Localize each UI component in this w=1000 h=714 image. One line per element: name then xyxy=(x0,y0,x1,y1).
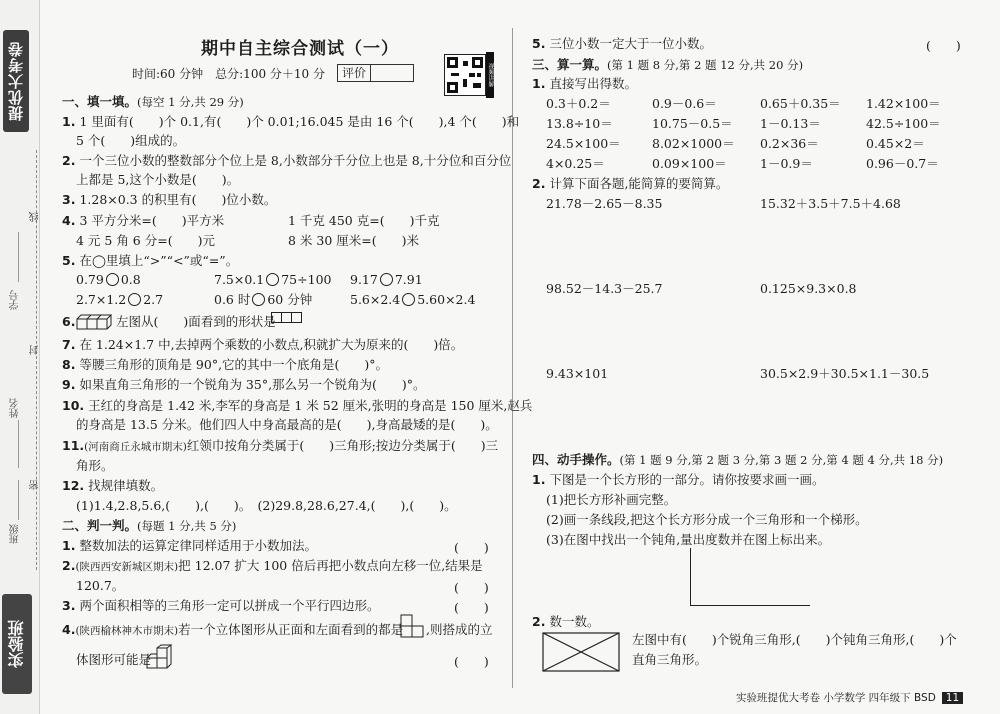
partial-rectangle-figure[interactable] xyxy=(690,548,810,606)
fill-q2-line-a: 一个三位小数的整数部分个位上是 8,小数部分千分位上也是 8,十分位和百分位 xyxy=(79,153,512,168)
judge-q5: 5. 三位小数一定大于一位小数。 xyxy=(532,36,712,51)
compare-circle[interactable] xyxy=(252,293,265,306)
oral-problem: 1.42×100＝ xyxy=(866,96,941,111)
fill-q1-line-a: 1 里面有( )个 0.1,有( )个 0.01;16.045 是由 16 个( ),4 个( )和 xyxy=(79,114,520,129)
judge-q4-line-a-end: ,则搭成的立 xyxy=(426,622,493,637)
exam-time: 时间:60 分钟 xyxy=(132,66,204,81)
judge-q1: 1. 整数加法的运算定律同样适用于小数加法。 xyxy=(62,538,317,553)
oral-problem: 0.3＋0.2＝ xyxy=(546,96,611,111)
fill-q11-line-b: 角形。 xyxy=(76,458,114,473)
fill-q3: 3. 1.28×0.3 的积里有( )位小数。 xyxy=(62,192,277,207)
fill-q9: 9. 如果直角三角形的一个锐角为 35°,那么另一个锐角为( )°。 xyxy=(62,377,426,392)
oral-problem: 0.09×100＝ xyxy=(652,156,727,171)
fill-q10: 10. 王红的身高是 1.42 米,李军的身高是 1 米 52 厘米,张明的身高是 150 厘米,赵兵 xyxy=(62,398,533,413)
judge-q3: 3. 两个面积相等的三角形一定可以拼成一个平行四边形。 xyxy=(62,598,380,613)
fill-q11-source: (河南商丘永城市期末) xyxy=(84,441,187,453)
fill-q7-text: 在 1.24×1.7 中,去掉两个乘数的小数点,积就扩大为原来的( )倍。 xyxy=(79,337,464,352)
stacked-cubes-icon xyxy=(146,644,178,670)
fill-q11-line-a: 红领巾按角分类属于( )三角形;按边分类属于( )三 xyxy=(186,438,499,453)
judge-q2-line-a: 把 12.07 扩大 100 倍后再把小数点向左移一位,结果是 xyxy=(178,558,483,573)
judge-q5-text: 三位小数一定大于一位小数。 xyxy=(549,36,712,51)
oral-problem: 8.02×1000＝ xyxy=(652,136,735,151)
section-4-title: 四、动手操作。 xyxy=(532,452,620,467)
judge-q2-answer[interactable]: ( ) xyxy=(454,580,489,595)
op-q2-line-b: 直角三角形。 xyxy=(632,652,708,667)
evaluation-label: 评价 xyxy=(338,65,371,81)
calc-problem: 21.78－2.65－8.35 xyxy=(546,196,663,211)
calc-q1-text: 直接写出得数。 xyxy=(549,76,637,91)
calc-q1: 1. 直接写出得数。 xyxy=(532,76,637,91)
fill-q5-text: 在◯里填上“>”“<”或“=”。 xyxy=(79,253,239,268)
judge-q1-text: 整数加法的运算定律同样适用于小数加法。 xyxy=(79,538,317,553)
page-footer xyxy=(736,690,963,705)
fill-q12-text: 找规律填数。 xyxy=(88,478,164,493)
section-4-note: (第 1 题 9 分,第 2 题 3 分,第 3 题 2 分,第 4 题 4 分,共 18 分) xyxy=(619,453,944,467)
op-q2-text: 数一数。 xyxy=(549,614,600,629)
op-q1-step-1: (1)把长方形补画完整。 xyxy=(546,492,677,507)
calc-problem: 98.52－14.3－25.7 xyxy=(546,281,663,296)
fill-q9-text: 如果直角三角形的一个锐角为 35°,那么另一个锐角为( )°。 xyxy=(79,377,426,392)
op-q1-text: 下图是一个长方形的一部分。请你按要求画一画。 xyxy=(549,472,825,487)
section-3-heading xyxy=(532,57,803,73)
section-4-heading xyxy=(532,452,943,468)
compare-circle[interactable] xyxy=(402,293,415,306)
judge-q4-source: (陕西榆林神木市期末) xyxy=(75,625,179,637)
evaluation-box xyxy=(337,64,414,82)
fill-q5: 5. 在◯里填上“>”“<”或“=”。 xyxy=(62,253,239,268)
fill-q2: 2. 一个三位小数的整数部分个位上是 8,小数部分千分位上也是 8,十分位和百分位 xyxy=(62,153,512,168)
fill-q10-line-b: 的身高是 13.5 分米。他们四人中身高最高的是( ),身高最矮的是( )。 xyxy=(76,417,498,432)
series-logo-top: 提优大考卷 xyxy=(3,30,29,132)
compare-circle[interactable] xyxy=(128,293,141,306)
class-field xyxy=(18,480,19,520)
judge-q3-text: 两个面积相等的三角形一定可以拼成一个平行四边形。 xyxy=(79,598,380,613)
compare-item: 7.5×0.1 75÷100 xyxy=(214,272,332,287)
op-q1: 1. 下图是一个长方形的一部分。请你按要求画一画。 xyxy=(532,472,825,487)
student-id-field xyxy=(18,232,19,282)
judge-q4: 4.(陕西榆林神木市期末)若一个立体图形从正面和左面看到的都是 xyxy=(62,622,404,637)
seal-label-mi: 密 xyxy=(30,480,41,490)
oral-problem: 0.2×36＝ xyxy=(760,136,819,151)
student-id-label: 学号 xyxy=(10,290,21,310)
name-label: 姓名 xyxy=(10,398,21,418)
op-q2: 2. 数一数。 xyxy=(532,614,600,629)
compare-item: 5.6×2.4 5.60×2.4 xyxy=(350,292,476,307)
binding-strip xyxy=(0,0,40,714)
oral-problem: 1－0.13＝ xyxy=(760,116,821,131)
op-q1-step-2: (2)画一条线段,把这个长方形分成一个三角形和一个梯形。 xyxy=(546,512,868,527)
evaluation-field[interactable] xyxy=(371,65,413,81)
compare-item: 9.17 7.91 xyxy=(350,272,423,287)
judge-q2-source: (陕西西安新城区期末) xyxy=(75,561,179,573)
fill-q7: 7. 在 1.24×1.7 中,去掉两个乘数的小数点,积就扩大为原来的( )倍。 xyxy=(62,337,464,352)
judge-q2-line-b: 120.7。 xyxy=(76,578,125,593)
judge-q3-answer[interactable]: ( ) xyxy=(454,600,489,615)
section-1-title: 一、填一填。 xyxy=(62,94,138,109)
oral-problem: 4×0.25＝ xyxy=(546,156,605,171)
op-q1-step-3: (3)在图中找出一个钝角,量出度数并在图上标出来。 xyxy=(546,532,831,547)
section-3-title: 三、算一算。 xyxy=(532,57,608,72)
section-2-title: 二、判一判。 xyxy=(62,518,138,533)
fill-q4: 4. 3 平方分米=( )平方米 xyxy=(62,213,225,228)
judge-q4-answer[interactable]: ( ) xyxy=(454,654,489,669)
op-q2-line-a: 左图中有( )个锐角三角形,( )个钝角三角形,( )个 xyxy=(632,632,957,647)
calc-problem: 9.43×101 xyxy=(546,366,609,381)
section-3-note: (第 1 题 8 分,第 2 题 12 分,共 20 分) xyxy=(607,58,804,72)
fill-q1-line-b: 5 个( )组成的。 xyxy=(76,133,186,148)
compare-circle[interactable] xyxy=(266,273,279,286)
footer-text: 实验班提优大考卷 小学数学 四年级下 BSD xyxy=(736,692,936,704)
fill-q8: 8. 等腰三角形的顶角是 90°,它的其中一个底角是( )°。 xyxy=(62,357,389,372)
calc-q2: 2. 计算下面各题,能简算的要简算。 xyxy=(532,176,729,191)
calc-problem: 30.5×2.9＋30.5×1.1－30.5 xyxy=(760,366,930,381)
oral-problem: 13.8÷10＝ xyxy=(546,116,613,131)
seal-label-feng: 封 xyxy=(30,345,41,355)
qr-caption: 视频讲解 xyxy=(486,52,494,98)
compare-item: 2.7×1.2 2.7 xyxy=(76,292,164,307)
crossed-rectangle-figure xyxy=(542,632,620,672)
fill-q11: 11.(河南商丘永城市期末)红领巾按角分类属于( )三角形;按边分类属于( )三 xyxy=(62,438,499,453)
page-number: 11 xyxy=(942,692,963,704)
fill-q6-text: 左图从( )面看到的形状是 xyxy=(116,314,276,329)
oral-problem: 0.96－0.7＝ xyxy=(866,156,939,171)
oral-problem: 0.45×2＝ xyxy=(866,136,925,151)
section-2-heading xyxy=(62,518,236,534)
calc-q2-text: 计算下面各题,能简算的要简算。 xyxy=(549,176,729,191)
compare-circle[interactable] xyxy=(106,273,119,286)
fill-q3-text: 1.28×0.3 的积里有( )位小数。 xyxy=(79,192,277,207)
calc-problem: 0.125×9.3×0.8 xyxy=(760,281,857,296)
oral-problem: 24.5×100＝ xyxy=(546,136,621,151)
compare-circle[interactable] xyxy=(380,273,393,286)
judge-q4-line-a: 若一个立体图形从正面和左面看到的都是 xyxy=(178,622,404,637)
compare-item: 0.79 0.8 xyxy=(76,272,141,287)
judge-q4-line-b: 体图形可能是 xyxy=(76,652,152,667)
section-1-note: (每空 1 分,共 29 分) xyxy=(137,95,244,109)
oral-problem: 0.65＋0.35＝ xyxy=(760,96,841,111)
compare-item: 0.6 时 60 分钟 xyxy=(214,292,313,307)
three-squares-icon xyxy=(272,312,302,323)
fill-q4-a-right: 1 千克 450 克=( )千克 xyxy=(288,213,440,228)
section-2-note: (每题 1 分,共 5 分) xyxy=(137,519,237,533)
oral-problem: 10.75－0.5＝ xyxy=(652,116,733,131)
exam-info xyxy=(132,64,414,82)
judge-q1-answer[interactable]: ( ) xyxy=(454,540,489,555)
qr-code-icon[interactable] xyxy=(444,54,486,96)
oral-problem: 1－0.9＝ xyxy=(760,156,813,171)
oral-problem: 42.5÷100＝ xyxy=(866,116,941,131)
page-title: 期中自主综合测试（一） xyxy=(201,39,399,59)
cubes-figure-icon xyxy=(76,312,112,332)
fill-q2-line-b: 上都是 5,这个小数是( )。 xyxy=(76,172,240,187)
fill-q1: 1. 1 里面有( )个 0.1,有( )个 0.01;16.045 是由 16 个( ),4 个( )和 xyxy=(62,114,520,129)
fill-q4-b-left: 4 元 5 角 6 分=( )元 xyxy=(76,233,215,248)
fill-q12: 12. 找规律填数。 xyxy=(62,478,164,493)
seal-label-xian: 线 xyxy=(30,212,41,222)
fill-q10-line-a: 王红的身高是 1.42 米,李军的身高是 1 米 52 厘米,张明的身高是 150 厘米,赵兵 xyxy=(88,398,533,413)
fill-q8-text: 等腰三角形的顶角是 90°,它的其中一个底角是( )°。 xyxy=(79,357,389,372)
oral-problem: 0.9－0.6＝ xyxy=(652,96,717,111)
fill-q4-b-right: 8 米 30 厘米=( )米 xyxy=(288,233,420,248)
view-squares-icon xyxy=(400,614,424,638)
fill-q6-num: 6. xyxy=(62,314,76,329)
judge-q5-answer[interactable]: ( ) xyxy=(926,38,961,53)
class-label: 班级 xyxy=(10,524,21,544)
exam-score: 总分:100 分＋10 分 xyxy=(215,66,325,81)
name-field xyxy=(18,420,19,468)
calc-problem: 15.32＋3.5＋7.5＋4.68 xyxy=(760,196,901,211)
fill-q12-sequences: (1)1.4,2.8,5.6,( ),( )。 (2)29.8,28.6,27.4,( ),( )。 xyxy=(76,498,457,513)
judge-q2: 2.(陕西西安新城区期末)把 12.07 扩大 100 倍后再把小数点向左移一位,结果是 xyxy=(62,558,483,573)
fill-q4-a-left: 3 平方分米=( )平方米 xyxy=(79,213,225,228)
section-1-heading xyxy=(62,94,244,110)
series-logo-bottom: 实验班 xyxy=(2,594,32,694)
